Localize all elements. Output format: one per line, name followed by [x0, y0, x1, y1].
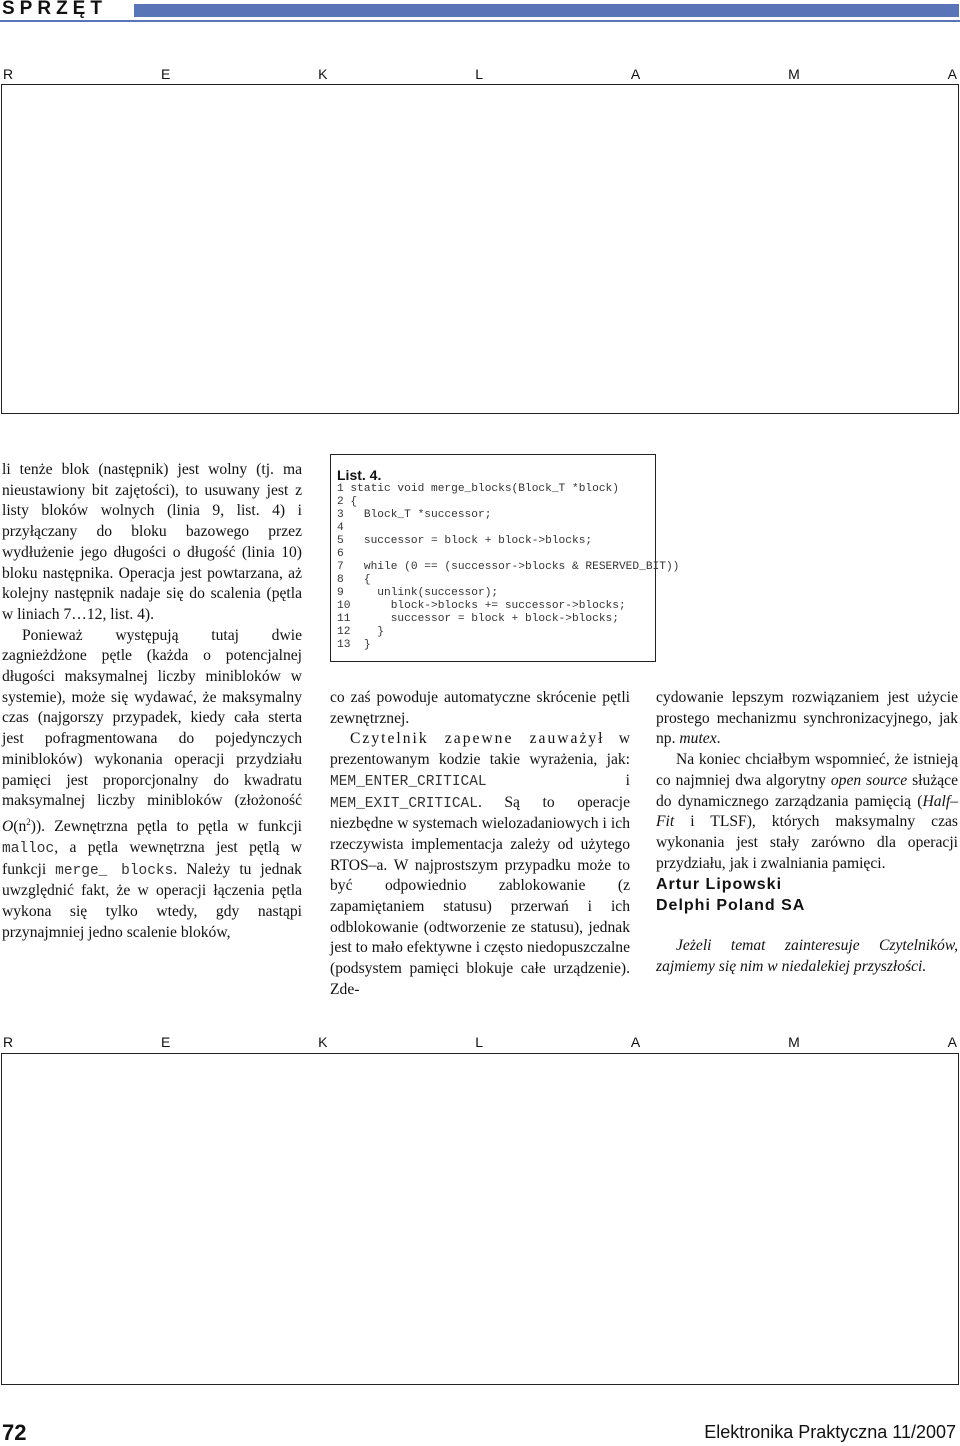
code-line: 10 block->blocks += successor->blocks;: [337, 600, 626, 612]
page-number: 72: [2, 1420, 27, 1445]
ad-box-bottom[interactable]: [1, 1053, 959, 1385]
magazine-issue: Elektronika Praktyczna 11/2007: [704, 1422, 956, 1442]
code-line: 1 static void merge_blocks(Block_T *block): [337, 483, 619, 495]
code-listing: [330, 454, 680, 662]
code-line: 7 while (0 == (successor->blocks & RESERVED_BIT)): [337, 561, 680, 573]
code-line: 13 }: [337, 639, 371, 651]
ad-letter: A: [947, 1034, 957, 1050]
code-line: 2 {: [337, 496, 358, 508]
article-column-1: [2, 460, 302, 943]
ad-letter: R: [3, 66, 14, 82]
listing-title: List. 4.: [337, 467, 382, 483]
ad-letter: E: [160, 66, 171, 82]
paragraph: Na koniec chciałbym wspomnieć, że istnieją co najmniej dwa algorytny open source służące do dynamicznego zarządzania pamięcią (Half–Fit i TLSF), których maksymalny czas wykonania jest stały zarówno dla operacji przydziału, jak i zwalniania pamięci.: [656, 751, 958, 872]
paragraph: co zaś powoduje automatyczne skrócenie pętli zewnętrznej.: [330, 689, 630, 727]
article-column-2: [330, 688, 630, 1001]
code-line: 4: [337, 522, 344, 534]
ad-letter: A: [630, 66, 641, 82]
paragraph: Czytelnik zapewne zauważył w prezentowanym kodzie takie wyrażenia, jak: MEM_ENTER_CRITICAL i MEM_EXIT_CRITICAL. Są to operacje niezbędne w systemach wielozadaniowych i ich rzeczywista implementacja zależy od użytego RTOS–a. W najprostszym przypadku może to być odpowiednio zablokowanie (z zapamiętaniem statusu) przerwań i ich odblokowanie (odtworzenie ze statusu), jednak jest to mało efektywne i często niedopuszczalne (podsystem pamięci blokuje całe urządzenie). Zde-: [330, 730, 630, 998]
ad-label-top: [0, 66, 960, 82]
code-line: 12 }: [337, 626, 384, 638]
ad-letter: L: [475, 1034, 484, 1050]
inline-code: malloc: [2, 840, 55, 857]
code-line: 8 {: [337, 574, 371, 586]
header-rule: [0, 20, 960, 22]
ad-letter: A: [630, 1034, 641, 1050]
code-line: 9 unlink(successor);: [337, 587, 499, 599]
ad-label-bottom: [0, 1034, 960, 1050]
paragraph: Ponieważ występują tutaj dwie zagnieżdżone pętle (każda o potencjalnej długości maksymalnej liczby minibloków w systemie), może się wydawać, że maksymalny czas (najgorszy przypadek, kiedy cała sterta jest pofragmentowana do pojedynczych minibloków) wykonania operacji przydziału pamięci jest proporcjonalny do kwadratu maksymalnej liczby minibloków (złożoność $O(n^2)$). Zewnętrzna pętla to pętla w funkcji malloc, a pętla wewnętrzna jest pętlą w funkcji merge_ blocks. Należy tu jednak uwzględnić fakt, że w operacji łączenia pętla wykona się tylko wtedy, gdy nastąpi przynajmniej jedno scalenie bloków,: [2, 626, 302, 941]
ad-letter: A: [947, 66, 957, 82]
paragraph: cydowanie lepszym rozwiązaniem jest użycie prostego mechanizmu synchronizacyjnego, jak np. mutex.: [656, 689, 958, 748]
ad-letter: K: [318, 1034, 328, 1050]
ad-letter: K: [318, 66, 328, 82]
ad-letter: R: [3, 1034, 14, 1050]
inline-code: MEM_EXIT_CRITICAL: [330, 795, 478, 812]
code-line: 11 successor = block + block->blocks;: [337, 613, 619, 625]
ad-letter: M: [788, 1034, 800, 1050]
code-line: 5 successor = block + block->blocks;: [337, 535, 593, 547]
author-name: Artur Lipowski: [656, 876, 783, 894]
code-line: 3 Block_T *successor;: [337, 509, 492, 521]
author-company: Delphi Poland SA: [656, 897, 806, 915]
inline-code: merge_ blocks: [55, 862, 174, 879]
editor-note: Jeżeli temat zainteresuje Czytelników, zajmiemy się nim w niedalekiej przyszłości.: [656, 937, 958, 976]
inline-code: MEM_ENTER_CRITICAL: [330, 773, 487, 790]
ad-letter: E: [160, 1034, 171, 1050]
ad-letter: L: [475, 66, 484, 82]
ad-letter: M: [788, 66, 800, 82]
section-label: SPRZĘT: [2, 0, 107, 19]
article-column-3: [656, 688, 958, 978]
header-bar: [134, 4, 959, 17]
code-line: 6: [337, 548, 344, 560]
paragraph: li tenże blok (następnik) jest wolny (tj. ma nieustawiony bit zajętości), to usuwany jest z listy bloków wolnych (linia 9, list. 4) i przyłączany do bloku bazowego przez wydłużenie jego długości o długość (linia 10) bloku następnika. Operacja jest powtarzana, aż kolejny następnik nadaje się do scalenia (pętla w liniach 7…12, list. 4).: [2, 461, 302, 623]
ad-box-top[interactable]: [1, 84, 959, 414]
